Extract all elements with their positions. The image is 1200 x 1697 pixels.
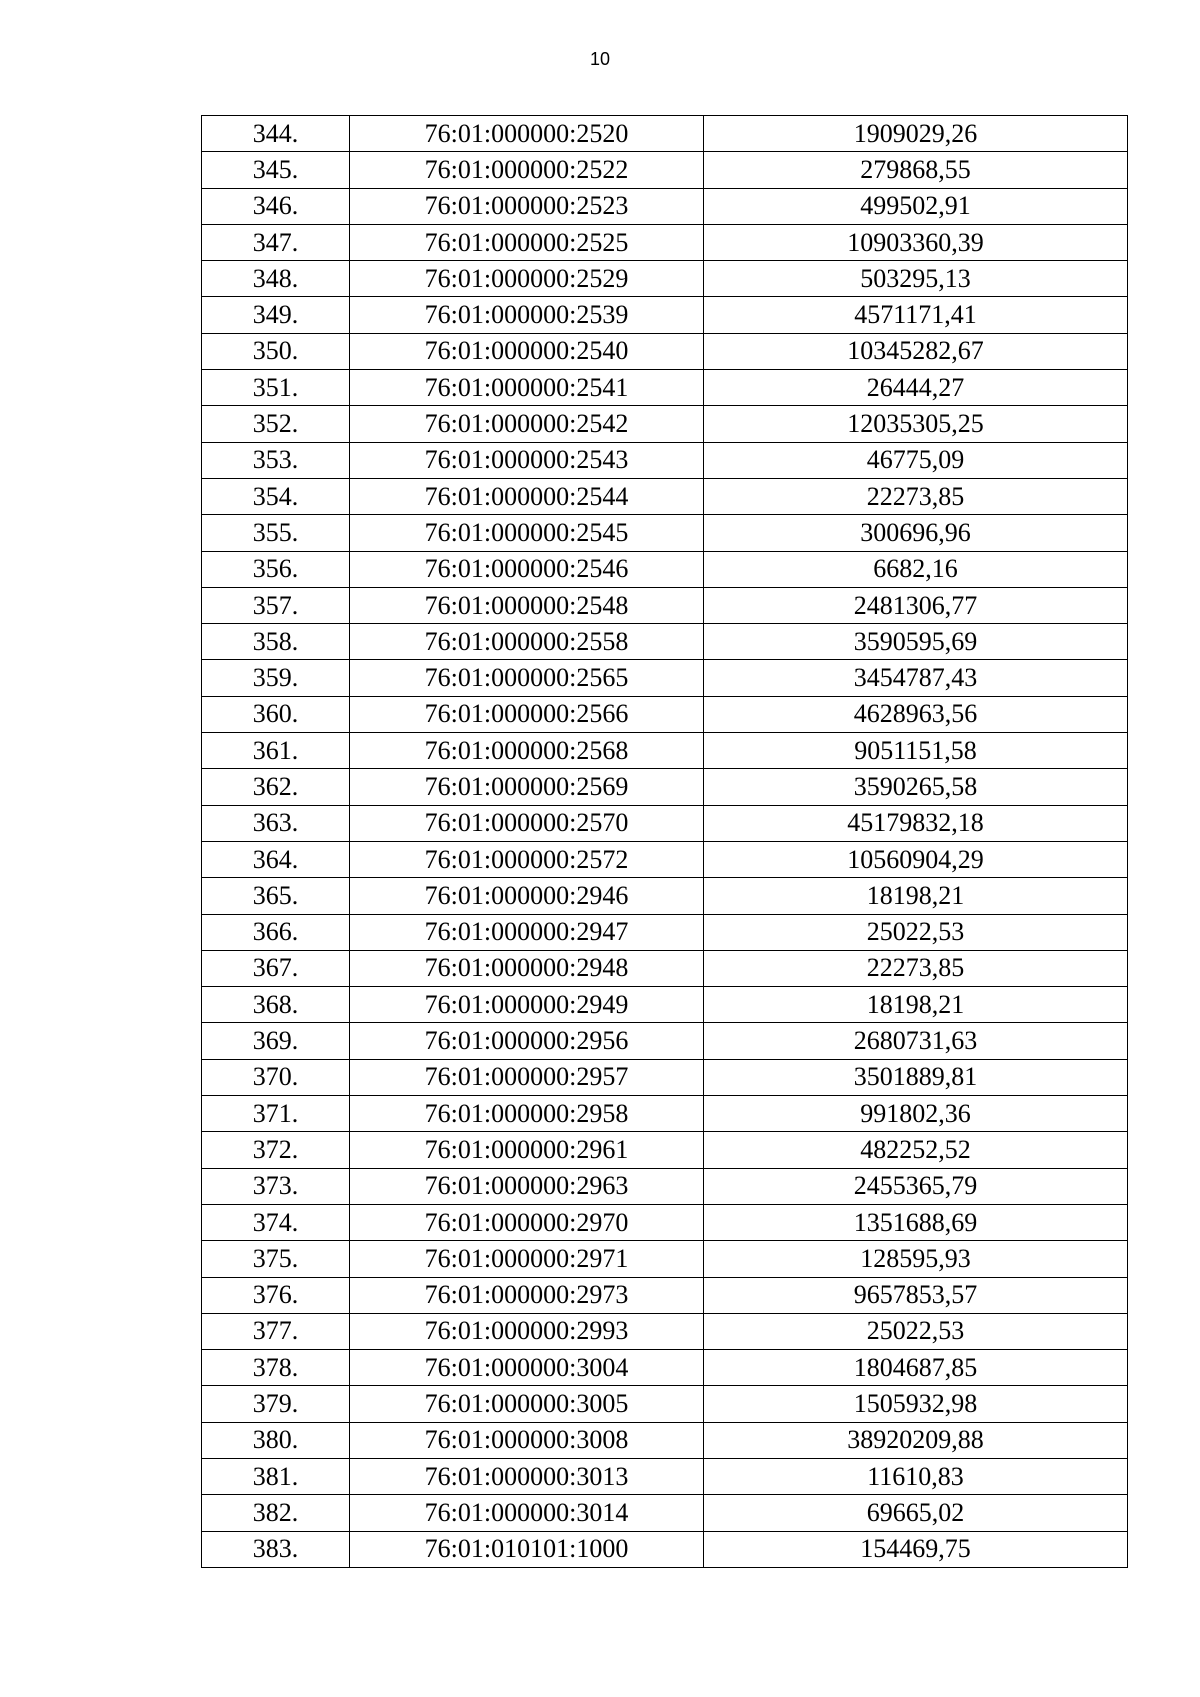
cadastral-number-cell: 76:01:000000:2566 [350,696,704,732]
cadastral-value-table [201,115,1128,1568]
cadastral-number-cell: 76:01:000000:2568 [350,733,704,769]
table-row [202,152,1128,188]
table-row [202,1204,1128,1240]
row-number-cell: 377. [202,1313,350,1349]
table-row [202,188,1128,224]
row-number-cell: 361. [202,733,350,769]
cadastral-value-cell: 482252,52 [704,1132,1128,1168]
table-row [202,297,1128,333]
cadastral-value-cell: 22273,85 [704,950,1128,986]
cadastral-value-cell: 2481306,77 [704,587,1128,623]
table-row [202,841,1128,877]
table-row [202,914,1128,950]
cadastral-number-cell: 76:01:000000:2961 [350,1132,704,1168]
cadastral-value-cell: 26444,27 [704,370,1128,406]
table-row [202,696,1128,732]
page-number: 10 [589,49,611,69]
cadastral-number-cell: 76:01:000000:2541 [350,370,704,406]
cadastral-number-cell: 76:01:000000:2539 [350,297,704,333]
row-number-cell: 372. [202,1132,350,1168]
table-row [202,224,1128,260]
cadastral-number-cell: 76:01:000000:2545 [350,515,704,551]
cadastral-number-cell: 76:01:000000:2946 [350,878,704,914]
cadastral-number-cell: 76:01:000000:2572 [350,841,704,877]
cadastral-value-cell: 69665,02 [704,1495,1128,1531]
table-row [202,1422,1128,1458]
table-row [202,950,1128,986]
cadastral-value-cell: 25022,53 [704,1313,1128,1349]
cadastral-value-cell: 9051151,58 [704,733,1128,769]
row-number-cell: 349. [202,297,350,333]
cadastral-number-cell: 76:01:000000:2948 [350,950,704,986]
row-number-cell: 380. [202,1422,350,1458]
cadastral-number-cell: 76:01:000000:2970 [350,1204,704,1240]
cadastral-value-cell: 4628963,56 [704,696,1128,732]
cadastral-number-cell: 76:01:000000:2520 [350,116,704,152]
cadastral-number-cell: 76:01:000000:2973 [350,1277,704,1313]
cadastral-value-cell: 279868,55 [704,152,1128,188]
row-number-cell: 362. [202,769,350,805]
cadastral-number-cell: 76:01:000000:2947 [350,914,704,950]
table-row [202,769,1128,805]
cadastral-value-cell: 9657853,57 [704,1277,1128,1313]
row-number-cell: 356. [202,551,350,587]
cadastral-value-cell: 10903360,39 [704,224,1128,260]
table-row [202,660,1128,696]
cadastral-number-cell: 76:01:000000:2565 [350,660,704,696]
cadastral-number-cell: 76:01:010101:1000 [350,1531,704,1567]
table-row [202,551,1128,587]
table-row [202,733,1128,769]
row-number-cell: 370. [202,1059,350,1095]
table-row [202,1458,1128,1494]
table-row [202,1277,1128,1313]
cadastral-value-cell: 3590265,58 [704,769,1128,805]
cadastral-number-cell: 76:01:000000:2522 [350,152,704,188]
table-row [202,878,1128,914]
cadastral-value-cell: 300696,96 [704,515,1128,551]
row-number-cell: 353. [202,442,350,478]
row-number-cell: 366. [202,914,350,950]
row-number-cell: 381. [202,1458,350,1494]
cadastral-value-cell: 10345282,67 [704,333,1128,369]
table-row [202,1059,1128,1095]
table-row [202,1241,1128,1277]
row-number-cell: 373. [202,1168,350,1204]
table-row [202,1495,1128,1531]
cadastral-value-cell: 10560904,29 [704,841,1128,877]
cadastral-value-cell: 3590595,69 [704,624,1128,660]
cadastral-number-cell: 76:01:000000:3014 [350,1495,704,1531]
row-number-cell: 357. [202,587,350,623]
cadastral-number-cell: 76:01:000000:2544 [350,478,704,514]
cadastral-number-cell: 76:01:000000:3008 [350,1422,704,1458]
cadastral-value-cell: 1505932,98 [704,1386,1128,1422]
table-row [202,261,1128,297]
cadastral-number-cell: 76:01:000000:2949 [350,987,704,1023]
cadastral-value-cell: 503295,13 [704,261,1128,297]
cadastral-number-cell: 76:01:000000:3013 [350,1458,704,1494]
cadastral-number-cell: 76:01:000000:2548 [350,587,704,623]
table-row [202,1023,1128,1059]
cadastral-value-cell: 6682,16 [704,551,1128,587]
table-body [202,116,1128,1568]
cadastral-value-cell: 18198,21 [704,987,1128,1023]
table-row [202,1096,1128,1132]
cadastral-value-cell: 45179832,18 [704,805,1128,841]
table-row [202,624,1128,660]
row-number-cell: 364. [202,841,350,877]
row-number-cell: 365. [202,878,350,914]
row-number-cell: 367. [202,950,350,986]
table-row [202,1313,1128,1349]
row-number-cell: 369. [202,1023,350,1059]
cadastral-number-cell: 76:01:000000:2963 [350,1168,704,1204]
cadastral-value-cell: 25022,53 [704,914,1128,950]
cadastral-number-cell: 76:01:000000:2956 [350,1023,704,1059]
row-number-cell: 348. [202,261,350,297]
table-row [202,987,1128,1023]
cadastral-value-cell: 46775,09 [704,442,1128,478]
row-number-cell: 378. [202,1350,350,1386]
table-row [202,116,1128,152]
cadastral-value-cell: 3501889,81 [704,1059,1128,1095]
row-number-cell: 351. [202,370,350,406]
table-row [202,442,1128,478]
table-row [202,1168,1128,1204]
row-number-cell: 375. [202,1241,350,1277]
row-number-cell: 359. [202,660,350,696]
cadastral-value-cell: 154469,75 [704,1531,1128,1567]
table-row [202,805,1128,841]
cadastral-value-cell: 1909029,26 [704,116,1128,152]
row-number-cell: 354. [202,478,350,514]
row-number-cell: 355. [202,515,350,551]
row-number-cell: 347. [202,224,350,260]
cadastral-number-cell: 76:01:000000:2543 [350,442,704,478]
cadastral-number-cell: 76:01:000000:2525 [350,224,704,260]
cadastral-number-cell: 76:01:000000:2558 [350,624,704,660]
cadastral-value-cell: 2680731,63 [704,1023,1128,1059]
row-number-cell: 363. [202,805,350,841]
cadastral-number-cell: 76:01:000000:2569 [350,769,704,805]
table-row [202,1132,1128,1168]
row-number-cell: 346. [202,188,350,224]
cadastral-value-cell: 2455365,79 [704,1168,1128,1204]
row-number-cell: 350. [202,333,350,369]
cadastral-number-cell: 76:01:000000:2971 [350,1241,704,1277]
cadastral-number-cell: 76:01:000000:3005 [350,1386,704,1422]
row-number-cell: 382. [202,1495,350,1531]
cadastral-value-cell: 22273,85 [704,478,1128,514]
row-number-cell: 374. [202,1204,350,1240]
row-number-cell: 379. [202,1386,350,1422]
table-row [202,1531,1128,1567]
cadastral-value-cell: 1804687,85 [704,1350,1128,1386]
row-number-cell: 352. [202,406,350,442]
table-row [202,478,1128,514]
table-row [202,587,1128,623]
cadastral-number-cell: 76:01:000000:2542 [350,406,704,442]
cadastral-value-cell: 3454787,43 [704,660,1128,696]
cadastral-value-cell: 1351688,69 [704,1204,1128,1240]
cadastral-value-cell: 12035305,25 [704,406,1128,442]
cadastral-number-cell: 76:01:000000:2570 [350,805,704,841]
table-row [202,515,1128,551]
row-number-cell: 371. [202,1096,350,1132]
cadastral-number-cell: 76:01:000000:2529 [350,261,704,297]
cadastral-value-cell: 38920209,88 [704,1422,1128,1458]
row-number-cell: 358. [202,624,350,660]
row-number-cell: 344. [202,116,350,152]
cadastral-value-cell: 11610,83 [704,1458,1128,1494]
row-number-cell: 376. [202,1277,350,1313]
table-row [202,406,1128,442]
cadastral-value-cell: 128595,93 [704,1241,1128,1277]
cadastral-value-cell: 18198,21 [704,878,1128,914]
table-row [202,370,1128,406]
row-number-cell: 383. [202,1531,350,1567]
cadastral-value-cell: 499502,91 [704,188,1128,224]
cadastral-number-cell: 76:01:000000:2523 [350,188,704,224]
cadastral-value-cell: 4571171,41 [704,297,1128,333]
cadastral-value-cell: 991802,36 [704,1096,1128,1132]
table-row [202,1350,1128,1386]
cadastral-number-cell: 76:01:000000:2957 [350,1059,704,1095]
cadastral-number-cell: 76:01:000000:2993 [350,1313,704,1349]
cadastral-number-cell: 76:01:000000:2546 [350,551,704,587]
cadastral-number-cell: 76:01:000000:2958 [350,1096,704,1132]
cadastral-number-cell: 76:01:000000:3004 [350,1350,704,1386]
cadastral-number-cell: 76:01:000000:2540 [350,333,704,369]
table-row [202,1386,1128,1422]
row-number-cell: 368. [202,987,350,1023]
table-row [202,333,1128,369]
row-number-cell: 360. [202,696,350,732]
row-number-cell: 345. [202,152,350,188]
